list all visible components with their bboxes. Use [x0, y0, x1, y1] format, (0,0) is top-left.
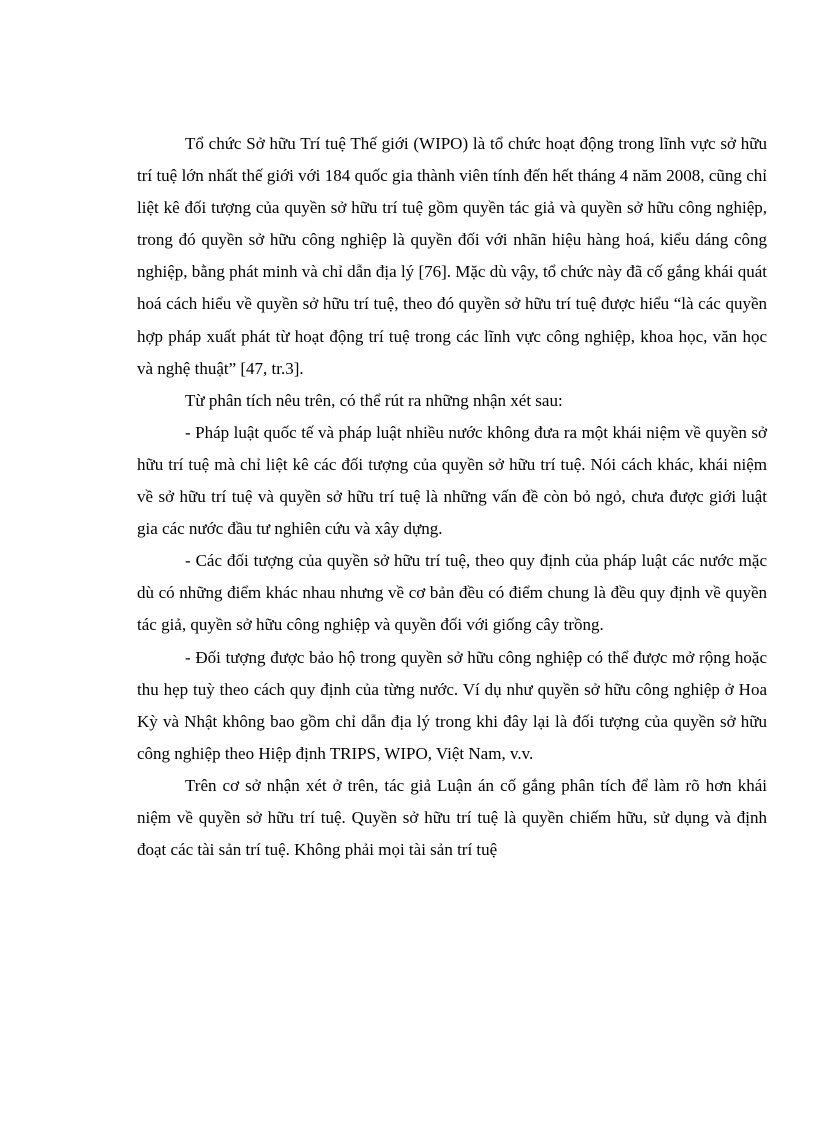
paragraph-remark-3: - Đối tượng được bảo hộ trong quyền sở hữu công nghiệp có thể được mở rộng hoặc thu hẹp tuỳ theo cách quy định của từng nước. Ví dụ như quyền sở hữu công nghiệp ở Hoa Kỳ và Nhật không bao gồm chỉ dẫn địa lý trong khi đây lại là đối tượng của quyền sở hữu công nghiệp theo Hiệp định TRIPS, WIPO, Việt Nam, v.v. [137, 647, 767, 763]
document-page [137, 128, 767, 866]
paragraph-remark-1: - Pháp luật quốc tế và pháp luật nhiều nước không đưa ra một khái niệm về quyền sở hữu trí tuệ mà chỉ liệt kê các đối tượng của quyền sở hữu trí tuệ. Nói cách khác, khái niệm về sở hữu trí tuệ và quyền sở hữu trí tuệ là những vấn đề còn bỏ ngỏ, chưa được giới luật gia các nước đầu tư nghiên cứu và xây dựng. [137, 422, 767, 539]
paragraph-intro-remarks: Từ phân tích nêu trên, có thể rút ra những nhận xét sau: [185, 390, 563, 410]
paragraph-analysis: Trên cơ sở nhận xét ở trên, tác giả Luận án cố gắng phân tích để làm rõ hơn khái niệm về quyền sở hữu trí tuệ. Quyền sở hữu trí tuệ là quyền chiếm hữu, sử dụng và định đoạt các tài sản trí tuệ. Không phải mọi tài sản trí tuệ [137, 775, 767, 860]
paragraph-wipo: Tổ chức Sở hữu Trí tuệ Thế giới (WIPO) là tổ chức hoạt động trong lĩnh vực sở hữu trí tuệ lớn nhất thế giới với 184 quốc gia thành viên tính đến hết tháng 4 năm 2008, cũng chỉ liệt kê đối tượng của quyền sở hữu trí tuệ gồm quyền tác giả và quyền sở hữu công nghiệp, trong đó quyền sở hữu công nghiệp là quyền đối với nhãn hiệu hàng hoá, kiểu dáng công nghiệp, bằng phát minh và chỉ dẫn địa lý [76]. Mặc dù vậy, tổ chức này đã cố gắng khái quát hoá cách hiểu về quyền sở hữu trí tuệ, theo đó quyền sở hữu trí tuệ được hiểu “là các quyền hợp pháp xuất phát từ hoạt động trí tuệ trong các lĩnh vực công nghiệp, khoa học, văn học và nghệ thuật” [47, tr.3]. [137, 134, 767, 378]
paragraph-remark-2: - Các đối tượng của quyền sở hữu trí tuệ, theo quy định của pháp luật các nước mặc dù có những điểm khác nhau nhưng về cơ bản đều có điểm chung là đều quy định về quyền tác giả, quyền sở hữu công nghiệp và quyền đối với giống cây trồng. [137, 551, 767, 635]
